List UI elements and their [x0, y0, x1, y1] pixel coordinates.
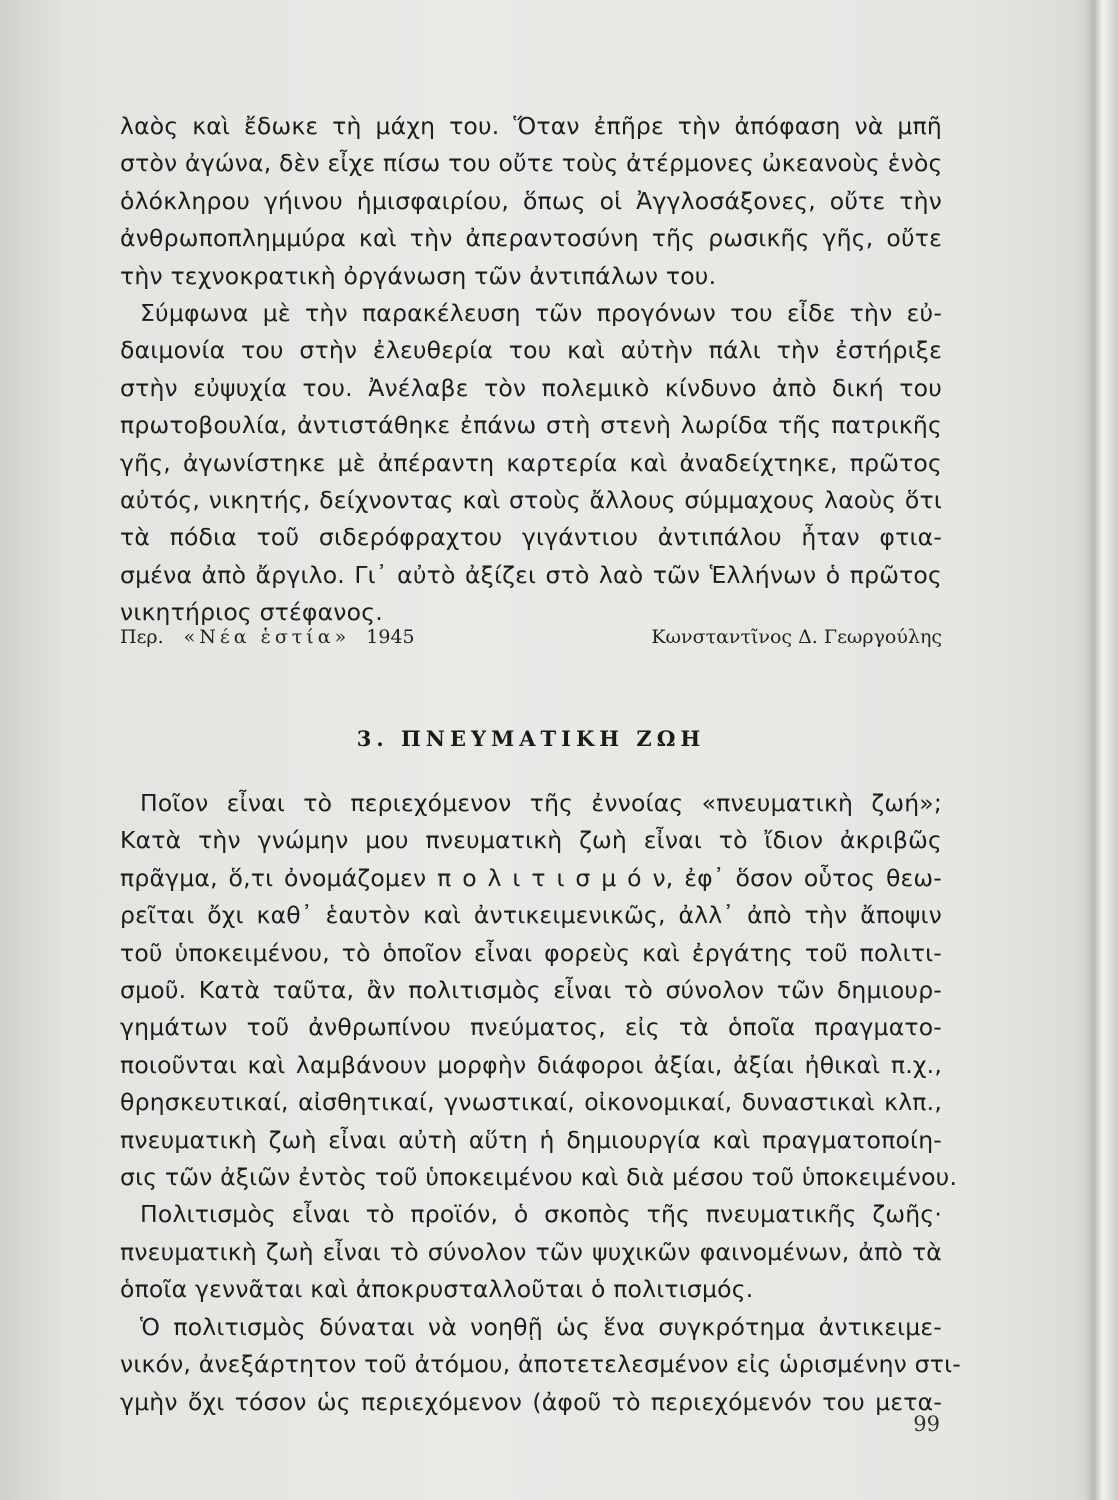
text-line: νικητήριος στέφανος.: [120, 598, 383, 627]
text-line: γῆς, ἀγωνίστηκε μὲ ἀπέραντη καρτερία καὶ ἀναδείχτηκε, πρῶτος: [120, 448, 942, 477]
text-line: στὸν ἀγώνα, δὲν εἶχε πίσω του οὔτε τοὺς ἀτέρμονες ὠκεανοὺς ἑνὸς: [120, 149, 943, 178]
text-line: πρωτοβουλία, ἀντιστάθηκε ἐπάνω στὴ στενὴ λωρίδα τῆς πατρικῆς: [120, 411, 942, 440]
citation-prefix: Περ.: [120, 626, 164, 648]
text-line: πνευματικὴ ζωὴ εἶναι τὸ σύνολον τῶν ψυχικῶν φαινομένων, ἀπὸ τὰ: [120, 1237, 942, 1266]
text-line: αὐτός, νικητής, δείχνοντας καὶ στοὺς ἄλλους σύμμαχους λαοὺς ὅτι: [120, 486, 942, 515]
page-edge: [1084, 0, 1118, 1500]
text-line: ἀνθρωποπλημμύρα καὶ τὴν ἀπεραντοσύνη τῆς ρωσικῆς γῆς, οὔτε: [120, 224, 942, 253]
citation: [120, 626, 942, 648]
text-line: νικόν, ἀνεξάρτητον τοῦ ἀτόμου, ἀποτετελεσμένον εἰς ὡρισμένην στι-: [120, 1350, 961, 1379]
text-line: ὁποῖα γεννᾶται καὶ ἀποκρυσταλλοῦται ὁ πολιτισμός.: [120, 1275, 754, 1304]
text-line: Πολιτισμὸς εἶναι τὸ προϊόν, ὁ σκοπὸς τῆς πνευματικῆς ζωῆς·: [140, 1200, 942, 1229]
text-block-intro: [120, 108, 942, 632]
text-line: Ὁ πολιτισμὸς δύναται νὰ νοηθῇ ὡς ἕνα συγκρότημα ἀντικειμε-: [140, 1312, 942, 1341]
text-line: τὴν τεχνοκρατικὴ ὀργάνωση τῶν ἀντιπάλων του.: [120, 261, 717, 290]
text-line: δαιμονία του στὴν ἐλευθερία του καὶ αὐτὴν πάλι τὴν ἐστήριξε: [120, 336, 942, 365]
text-line: πνευματικὴ ζωὴ εἶναι αὐτὴ αὕτη ἡ δημιουργία καὶ πραγματοποίη-: [120, 1125, 942, 1154]
text-line: γμὴν ὄχι τόσον ὡς περιεχόμενον (ἀφοῦ τὸ περιεχόμενόν του μετα-: [120, 1387, 942, 1416]
citation-author: Κωνσταντῖνος Δ. Γεωργούλης: [651, 626, 942, 648]
text-line: σμοῦ. Κατὰ ταῦτα, ἂν πολιτισμὸς εἶναι τὸ σύνολον τῶν δημιουρ-: [120, 976, 942, 1005]
text-line: γημάτων τοῦ ἀνθρωπίνου πνεύματος, εἰς τὰ ὁποῖα πραγματο-: [120, 1013, 942, 1042]
citation-title: «Νέα ἑστία»: [183, 626, 351, 648]
text-line: τὰ πόδια τοῦ σιδερόφραχτου γιγάντιου ἀντιπάλου ἦταν φτια-: [120, 523, 942, 552]
page-number: 99: [913, 1412, 940, 1436]
text-line: τοῦ ὑποκειμένου, τὸ ὁποῖον εἶναι φορεὺς καὶ ἐργάτης τοῦ πολιτι-: [120, 938, 942, 967]
text-line: πρᾶγμα, ὅ,τι ὀνομάζομεν π ο λ ι τ ι σ μ ό ν, ἐφ᾿ ὅσον οὗτος θεω-: [120, 863, 942, 892]
text-line: σις τῶν ἀξιῶν ἐντὸς τοῦ ὑποκειμένου καὶ διὰ μέσου τοῦ ὑποκειμένου.: [120, 1163, 958, 1192]
text-line: Σύμφωνα μὲ τὴν παρακέλευση τῶν προγόνων του εἶδε τὴν εὐ-: [140, 299, 942, 328]
text-line: θρησκευτικαί, αἰσθητικαί, γνωστικαί, οἰκονομικαί, δυναστικαὶ κλπ.,: [120, 1088, 942, 1117]
text-line: στὴν εὐψυχία του. Ἀνέλαβε τὸν πολεμικὸ κίνδυνο ἀπὸ δική του: [120, 373, 942, 402]
citation-year: 1945: [366, 626, 415, 648]
text-line: ὁλόκληρου γήινου ἡμισφαιρίου, ὅπως οἱ Ἀγγλοσάξονες, οὔτε τὴν: [120, 186, 942, 215]
text-line: Κατὰ τὴν γνώμην μου πνευματικὴ ζωὴ εἶναι τὸ ἴδιον ἀκριβῶς: [120, 826, 942, 855]
text-line: λαὸς καὶ ἔδωκε τὴ μάχη του. Ὅταν ἐπῆρε τὴν ἀπόφαση νὰ μπῆ: [120, 112, 942, 140]
text-line: ρεῖται ὄχι καθ᾿ ἑαυτὸν καὶ ἀντικειμενικῶς, ἀλλ᾿ ἀπὸ τὴν ἄποψιν: [120, 901, 942, 930]
text-line: Ποῖον εἶναι τὸ περιεχόμενον τῆς ἐννοίας «πνευματικὴ ζωή»;: [140, 789, 942, 817]
section-heading: 3. ΠΝΕΥΜΑΤΙΚΗ ΖΩΗ: [356, 726, 706, 751]
text-line: ποιοῦνται καὶ λαμβάνουν μορφὴν διάφοροι ἀξίαι, ἀξίαι ἠθικαὶ π.χ.,: [120, 1050, 942, 1079]
text-block-section: [120, 785, 961, 1421]
citation-source: [120, 626, 415, 648]
text-line: σμένα ἀπὸ ἄργιλο. Γι᾿ αὐτὸ ἀξίζει στὸ λαὸ τῶν Ἑλλήνων ὁ πρῶτος: [120, 560, 942, 589]
